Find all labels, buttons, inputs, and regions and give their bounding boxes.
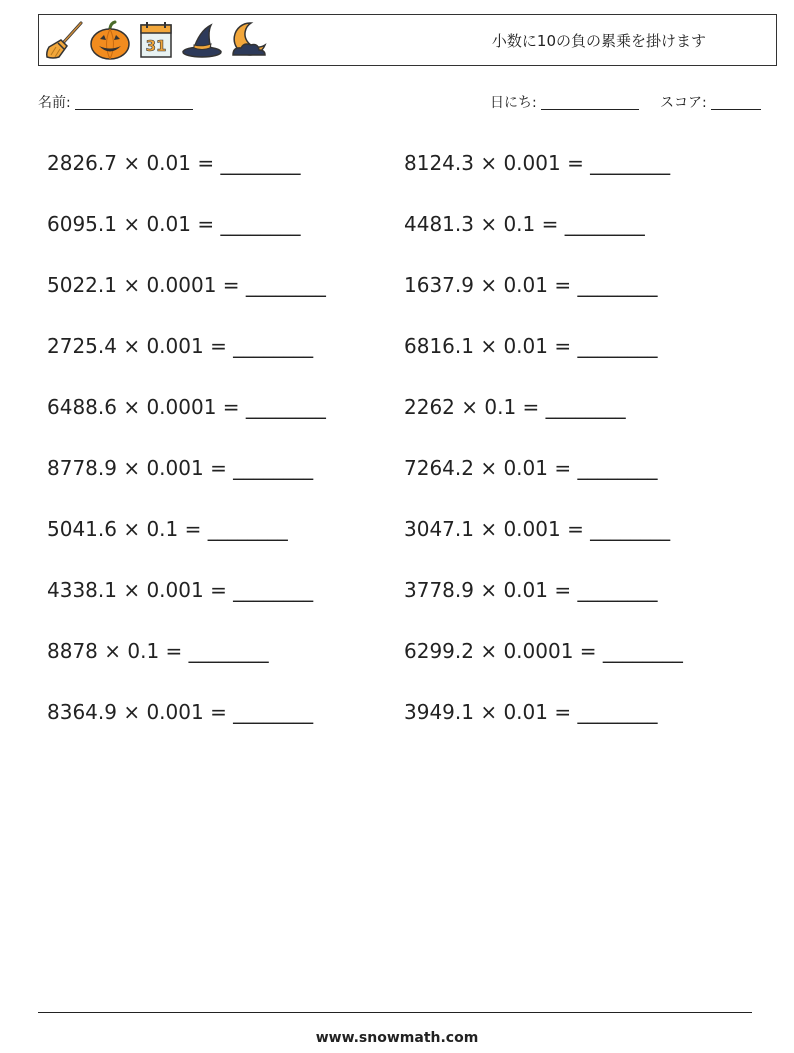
problem-left-5: 6488.6 × 0.0001 = ________ [47, 395, 326, 419]
problem-left-1: 2826.7 × 0.01 = ________ [47, 151, 301, 175]
problem-left-4: 2725.4 × 0.001 = ________ [47, 334, 314, 358]
score-field[interactable] [660, 92, 761, 112]
problem-left-10: 8364.9 × 0.001 = ________ [47, 700, 314, 724]
calendar-day: 31 [145, 37, 167, 55]
problem-right-2: 4481.3 × 0.1 = ________ [404, 212, 645, 236]
problem-right-8: 3778.9 × 0.01 = ________ [404, 578, 658, 602]
halloween-icons [43, 19, 269, 61]
problem-right-5: 2262 × 0.1 = ________ [404, 395, 626, 419]
worksheet-title: 小数に10の負の累乗を掛けます [491, 32, 706, 50]
problem-left-9: 8878 × 0.1 = ________ [47, 639, 269, 663]
name-blank[interactable] [75, 95, 193, 110]
problem-right-7: 3047.1 × 0.001 = ________ [404, 517, 671, 541]
moon-cloud-icon [227, 19, 269, 61]
broom-icon [43, 19, 85, 61]
problem-left-8: 4338.1 × 0.001 = ________ [47, 578, 314, 602]
score-blank[interactable] [711, 95, 761, 110]
problem-right-6: 7264.2 × 0.01 = ________ [404, 456, 658, 480]
footer-divider [38, 1012, 752, 1013]
date-field[interactable] [490, 92, 639, 112]
score-label: スコア: [660, 95, 707, 111]
calendar-31-icon [135, 19, 177, 61]
problem-right-3: 1637.9 × 0.01 = ________ [404, 273, 658, 297]
problem-left-3: 5022.1 × 0.0001 = ________ [47, 273, 326, 297]
problem-left-2: 6095.1 × 0.01 = ________ [47, 212, 301, 236]
date-blank[interactable] [541, 95, 639, 110]
name-field[interactable] [38, 92, 193, 112]
witch-hat-icon [181, 19, 223, 61]
problem-right-9: 6299.2 × 0.0001 = ________ [404, 639, 683, 663]
problem-left-6: 8778.9 × 0.001 = ________ [47, 456, 314, 480]
pumpkin-icon [89, 19, 131, 61]
name-label: 名前: [38, 95, 71, 111]
problem-left-7: 5041.6 × 0.1 = ________ [47, 517, 288, 541]
date-label: 日にち: [490, 95, 537, 111]
footer-website[interactable]: www.snowmath.com [315, 1030, 479, 1046]
problem-right-10: 3949.1 × 0.01 = ________ [404, 700, 658, 724]
worksheet-header [38, 14, 777, 66]
problem-right-1: 8124.3 × 0.001 = ________ [404, 151, 671, 175]
problem-right-4: 6816.1 × 0.01 = ________ [404, 334, 658, 358]
